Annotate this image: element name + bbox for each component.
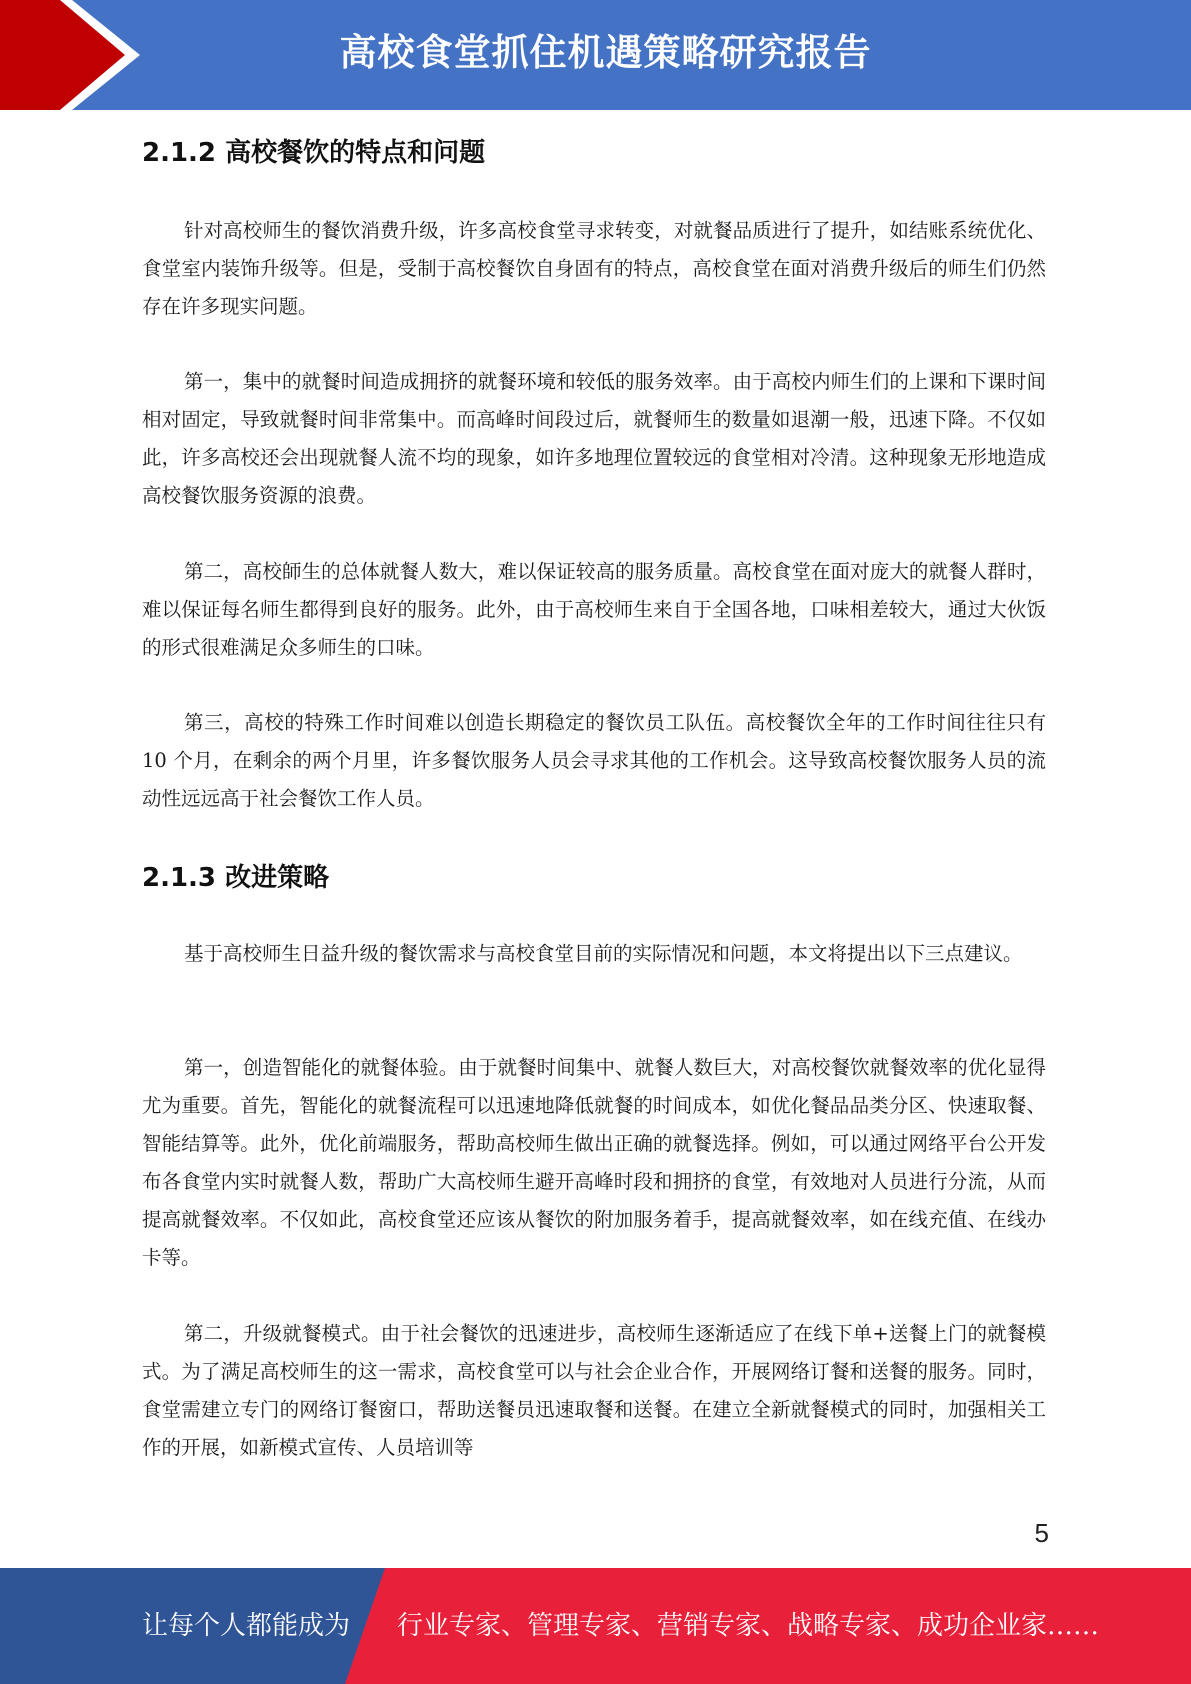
footer-slogan-right: 行业专家、管理专家、营销专家、战略专家、成功企业家…… xyxy=(397,1611,1100,1641)
section-heading-2-1-2: 2.1.2 高校餐饮的特点和问题 xyxy=(142,138,486,168)
report-title: 高校食堂抓住机遇策略研究报告 xyxy=(339,31,872,74)
footer-slogan-left: 让每个人都能成为 xyxy=(142,1611,351,1641)
paragraph: 第三，高校的特殊工作时间难以创造长期稳定的餐饮员工队伍。高校餐饮全年的工作时间往往只有 10 个月，在剩余的两个月里，许多餐饮服务人员会寻求其他的工作机会。这导致高校餐饮服务人员的流动性远远高于社会餐饮工作人员。 xyxy=(142,711,1046,810)
paragraph: 针对高校师生的餐饮消费升级，许多高校食堂寻求转变，对就餐品质进行了提升，如结账系统优化、食堂室内装饰升级等。但是，受制于高校餐饮自身固有的特点，高校食堂在面对消费升级后的师生们仍然存在许多现实问题。 xyxy=(142,219,1046,318)
paragraph: 第二，升级就餐模式。由于社会餐饮的迅速进步，高校师生逐渐适应了在线下单+送餐上门的就餐模式。为了满足高校师生的这一需求，高校食堂可以与社会企业合作，开展网络订餐和送餐的服务。同时，食堂需建立专门的网络订餐窗口，帮助送餐员迅速取餐和送餐。在建立全新就餐模式的同时，加强相关工作的开展，如新模式宣传、人员培训等 xyxy=(142,1322,1046,1459)
paragraph: 第一，集中的就餐时间造成拥挤的就餐环境和较低的服务效率。由于高校内师生们的上课和下课时间相对固定，导致就餐时间非常集中。而高峰时间段过后，就餐师生的数量如退潮一般，迅速下降。不仅如此，许多高校还会出现就餐人流不均的现象，如许多地理位置较远的食堂相对冷清。这种现象无形地造成高校餐饮服务资源的浪费。 xyxy=(142,370,1046,507)
paragraph: 第一，创造智能化的就餐体验。由于就餐时间集中、就餐人数巨大，对高校餐饮就餐效率的优化显得尤为重要。首先，智能化的就餐流程可以迅速地降低就餐的时间成本，如优化餐品品类分区、快速取餐、智能结算等。此外，优化前端服务，帮助高校师生做出正确的就餐选择。例如，可以通过网络平台公开发布各食堂内实时就餐人数，帮助广大高校师生避开高峰时段和拥挤的食堂，有效地对人员进行分流，从而提高就餐效率。不仅如此，高校食堂还应该从餐饮的附加服务着手，提高就餐效率，如在线充值、在线办卡等。 xyxy=(142,1056,1046,1269)
page-number: 5 xyxy=(1034,1518,1049,1548)
paragraph: 基于高校师生日益升级的餐饮需求与高校食堂目前的实际情况和问题，本文将提出以下三点建议。 xyxy=(184,942,1023,965)
section-heading-2-1-3: 2.1.3 改进策略 xyxy=(142,863,330,893)
footer-band xyxy=(0,1568,1191,1684)
header-banner xyxy=(0,0,1191,110)
paragraph: 第二，高校師生的总体就餐人数大，难以保证较高的服务质量。高校食堂在面对庞大的就餐人群时，难以保证每名师生都得到良好的服务。此外，由于高校师生来自于全国各地，口味相差较大，通过大伙饭的形式很难满足众多师生的口味。 xyxy=(142,560,1046,659)
